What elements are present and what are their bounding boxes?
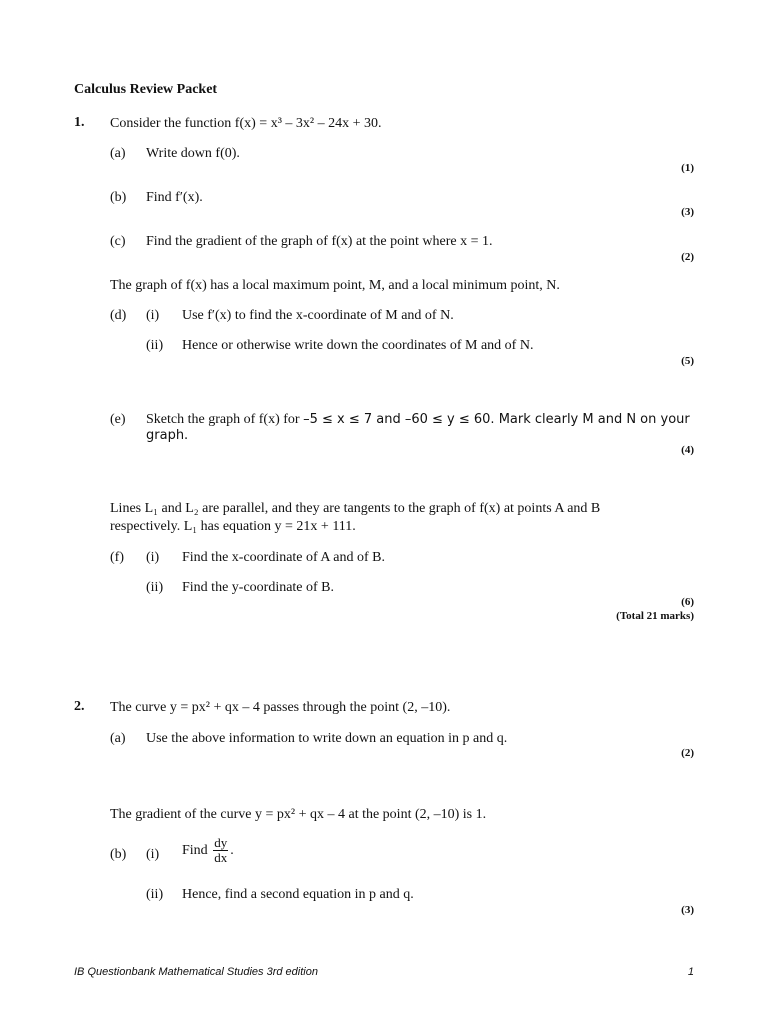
footer-page-number: 1 <box>687 966 694 978</box>
q1-b-text: Find f′(x). <box>146 190 203 205</box>
q1-d-i-text: Use f′(x) to find the x-coordinate of M and of N. <box>182 308 454 323</box>
q1-f-marks: (6) <box>681 596 694 608</box>
q2-b-marks: (3) <box>681 904 694 916</box>
question-2-number: 2. <box>74 699 85 714</box>
q1-b-marks: (3) <box>681 206 694 218</box>
document-title: Calculus Review Packet <box>74 82 218 97</box>
fraction-denominator: dx <box>214 850 228 865</box>
q1-a-marks: (1) <box>681 162 694 174</box>
question-1-stem: Consider the function f(x) = x³ – 3x² – 24x + 30. <box>110 116 382 131</box>
q1-e-text-line2: graph. <box>146 428 189 443</box>
q1-d-marks: (5) <box>681 355 694 367</box>
q1-info-max-min: The graph of f(x) has a local maximum point, M, and a local minimum point, N. <box>110 278 560 293</box>
dy-dx-fraction <box>213 836 228 865</box>
q1-f-label: (f) <box>110 550 124 565</box>
q1-e-marks: (4) <box>681 444 694 456</box>
q1-d-i-label: (i) <box>146 308 160 323</box>
q1-a-text: Write down f(0). <box>146 146 240 161</box>
q2-a-label: (a) <box>110 731 126 746</box>
question-2-stem: The curve y = px² + qx – 4 passes through the point (2, –10). <box>110 700 451 715</box>
q1-e-text-line1 <box>146 411 690 428</box>
q1-info-tangents-line2: respectively. L₁ has equation y = 21x + 111. <box>110 519 356 534</box>
q1-a-label: (a) <box>110 146 126 161</box>
q1-info-tangents-line1: Lines L₁ and L₂ are parallel, and they are tangents to the graph of f(x) at points A and B <box>110 501 601 516</box>
q1-e-text-range: –5 ≤ x ≤ 7 and –60 ≤ y ≤ 60. Mark clearly M and N on your <box>303 412 690 427</box>
q1-e-label: (e) <box>110 412 126 427</box>
q1-f-ii-label: (ii) <box>146 580 164 595</box>
q2-info-gradient: The gradient of the curve y = px² + qx – 4 at the point (2, –10) is 1. <box>110 807 487 822</box>
q2-b-i-text <box>182 836 234 865</box>
fraction-numerator: dy <box>214 835 228 850</box>
q1-f-i-label: (i) <box>146 550 160 565</box>
q2-b-ii-text: Hence, find a second equation in p and q. <box>182 887 414 902</box>
q1-d-ii-label: (ii) <box>146 338 164 353</box>
q2-a-text: Use the above information to write down an equation in p and q. <box>146 731 508 746</box>
q1-c-marks: (2) <box>681 251 694 263</box>
q2-a-marks: (2) <box>681 747 694 759</box>
q2-b-i-find: Find <box>182 843 208 858</box>
q2-b-ii-label: (ii) <box>146 887 164 902</box>
q2-b-i-label: (i) <box>146 847 160 862</box>
q2-b-label: (b) <box>110 847 127 862</box>
question-1-number: 1. <box>74 115 85 130</box>
q1-d-label: (d) <box>110 308 127 323</box>
q1-b-label: (b) <box>110 190 127 205</box>
q1-f-i-text: Find the x-coordinate of A and of B. <box>182 550 385 565</box>
q1-total-marks: (Total 21 marks) <box>616 610 694 622</box>
footer-source: IB Questionbank Mathematical Studies 3rd edition <box>74 966 318 978</box>
q1-d-ii-text: Hence or otherwise write down the coordinates of M and of N. <box>182 338 534 353</box>
q1-c-text: Find the gradient of the graph of f(x) at the point where x = 1. <box>146 234 493 249</box>
q1-c-label: (c) <box>110 234 126 249</box>
fraction-period: . <box>230 843 234 858</box>
q1-e-text-start: Sketch the graph of f(x) for <box>146 412 304 427</box>
q1-f-ii-text: Find the y-coordinate of B. <box>182 580 335 595</box>
